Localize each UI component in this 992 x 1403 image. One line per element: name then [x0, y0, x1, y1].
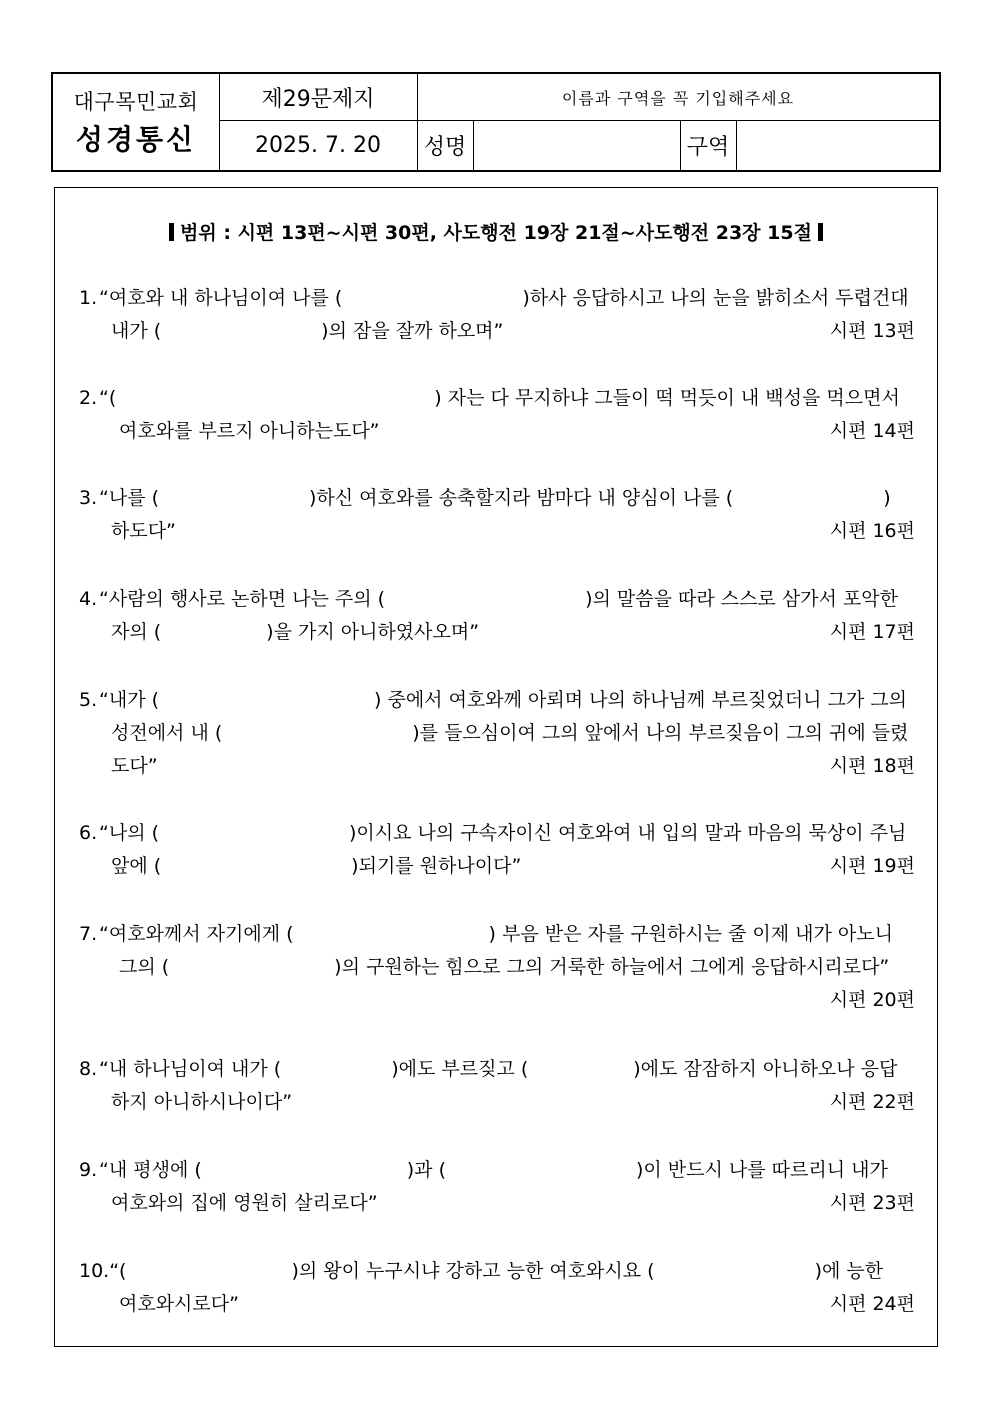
question-text: ) 중에서 여호와께 아뢰며 나의 하나님께 부르짖었더니 그가 그의 — [374, 689, 907, 711]
question-number: 5. — [79, 689, 98, 711]
question-text: 여호와시로다” — [119, 1293, 239, 1315]
question-text: )에 능한 — [814, 1260, 884, 1282]
question-text: )에도 부르짖고 ( — [391, 1058, 529, 1080]
question-number: 9. — [79, 1159, 98, 1181]
question-text: “나를 ( — [99, 487, 160, 509]
question-text: 앞에 ( — [111, 855, 162, 877]
question-text: )에도 잠잠하지 아니하오나 응답 — [633, 1058, 898, 1080]
question-10 — [79, 1255, 915, 1321]
question-text: “내가 ( — [99, 689, 160, 711]
question-9 — [79, 1154, 915, 1220]
name-field[interactable] — [473, 120, 680, 170]
org-name: 대구목민교회 — [73, 90, 199, 114]
reference: 시편 17편 — [829, 621, 915, 643]
reference: 시편 24편 — [829, 1293, 915, 1315]
district-field[interactable] — [736, 120, 939, 170]
reference: 시편 23편 — [829, 1192, 915, 1214]
question-text: “나의 ( — [99, 822, 160, 844]
bar-mark — [169, 223, 174, 241]
reference: 시편 19편 — [829, 855, 915, 877]
bar-mark — [818, 223, 823, 241]
scope-heading — [55, 218, 937, 245]
question-7 — [79, 918, 915, 1017]
question-number: 10. — [79, 1260, 110, 1282]
question-2 — [79, 382, 915, 448]
question-text: )되기를 원하나이다” — [351, 855, 522, 877]
question-text: ) 부음 받은 자를 구원하시는 줄 이제 내가 아노니 — [488, 923, 893, 945]
question-text: “여호와 내 하나님이여 나를 ( — [99, 287, 343, 309]
reference: 시편 22편 — [829, 1091, 915, 1113]
name-label: 성명 — [423, 134, 467, 160]
question-text: 자의 ( — [111, 621, 162, 643]
question-text: )를 들으심이여 그의 앞에서 나의 부르짖음이 그의 귀에 들렸 — [412, 722, 909, 744]
org-subtitle: 성경통신 — [75, 123, 197, 156]
question-text: 내가 ( — [111, 320, 162, 342]
question-number: 3. — [79, 487, 98, 509]
question-box — [54, 187, 938, 1347]
scope-text: 범위 : 시편 13편~시편 30편, 사도행전 19장 21절~사도행전 23장 15절 — [180, 222, 812, 244]
issue-date: 2025. 7. 20 — [255, 132, 381, 158]
question-text: 여호와를 부르지 아니하는도다” — [119, 420, 380, 442]
question-text: 도다” — [111, 755, 158, 777]
question-number: 4. — [79, 588, 98, 610]
question-number: 8. — [79, 1058, 98, 1080]
question-text: )과 ( — [406, 1159, 446, 1181]
question-text: )의 말씀을 따라 스스로 삼가서 포악한 — [585, 588, 898, 610]
issue-number: 제29문제지 — [261, 86, 375, 112]
reference: 시편 20편 — [829, 989, 915, 1011]
question-number: 7. — [79, 923, 98, 945]
question-4 — [79, 583, 915, 649]
question-text: 하도다” — [111, 520, 176, 542]
question-text: )의 왕이 누구시냐 강하고 능한 여호와시요 ( — [291, 1260, 655, 1282]
question-text: )을 가지 아니하였사오며” — [266, 621, 480, 643]
question-text: “여호와께서 자기에게 ( — [99, 923, 294, 945]
question-text: 그의 ( — [119, 956, 170, 978]
question-text: ) — [883, 487, 891, 509]
question-text: “( — [109, 1260, 127, 1282]
question-text: “사람의 행사로 논하면 나는 주의 ( — [99, 588, 386, 610]
question-text: )의 잠을 잘까 하오며” — [321, 320, 504, 342]
district-label: 구역 — [686, 134, 730, 160]
question-3 — [79, 482, 915, 548]
question-text: ) 자는 다 무지하냐 그들이 떡 먹듯이 내 백성을 먹으면서 — [434, 387, 900, 409]
question-number: 1. — [79, 287, 98, 309]
question-text: 하지 아니하시나이다” — [111, 1091, 293, 1113]
question-text: )하사 응답하시고 나의 눈을 밝히소서 두렵건대 — [522, 287, 909, 309]
question-5 — [79, 684, 915, 783]
question-text: 여호와의 집에 영원히 살리로다” — [111, 1192, 378, 1214]
header-table — [51, 72, 941, 172]
reference: 시편 18편 — [829, 755, 915, 777]
question-text: )의 구원하는 힘으로 그의 거룩한 하늘에서 그에게 응답하시리로다” — [334, 956, 890, 978]
reference: 시편 14편 — [829, 420, 915, 442]
reference: 시편 16편 — [829, 520, 915, 542]
question-8 — [79, 1053, 915, 1119]
question-text: 성전에서 내 ( — [111, 722, 223, 744]
notice-text: 이름과 구역을 꼭 기입해주세요 — [561, 88, 795, 108]
question-text: )하신 여호와를 송축할지라 밤마다 내 양심이 나를 ( — [309, 487, 734, 509]
question-number: 6. — [79, 822, 98, 844]
question-text: “( — [99, 387, 117, 409]
question-text: )이시요 나의 구속자이신 여호와여 내 입의 말과 마음의 묵상이 주님 — [349, 822, 907, 844]
question-6 — [79, 817, 915, 883]
question-text: “내 하나님이여 내가 ( — [99, 1058, 282, 1080]
question-text: )이 반드시 나를 따르리니 내가 — [636, 1159, 888, 1181]
question-text: “내 평생에 ( — [99, 1159, 202, 1181]
reference: 시편 13편 — [829, 320, 915, 342]
question-number: 2. — [79, 387, 98, 409]
question-1 — [79, 282, 915, 348]
org-block — [53, 74, 219, 170]
